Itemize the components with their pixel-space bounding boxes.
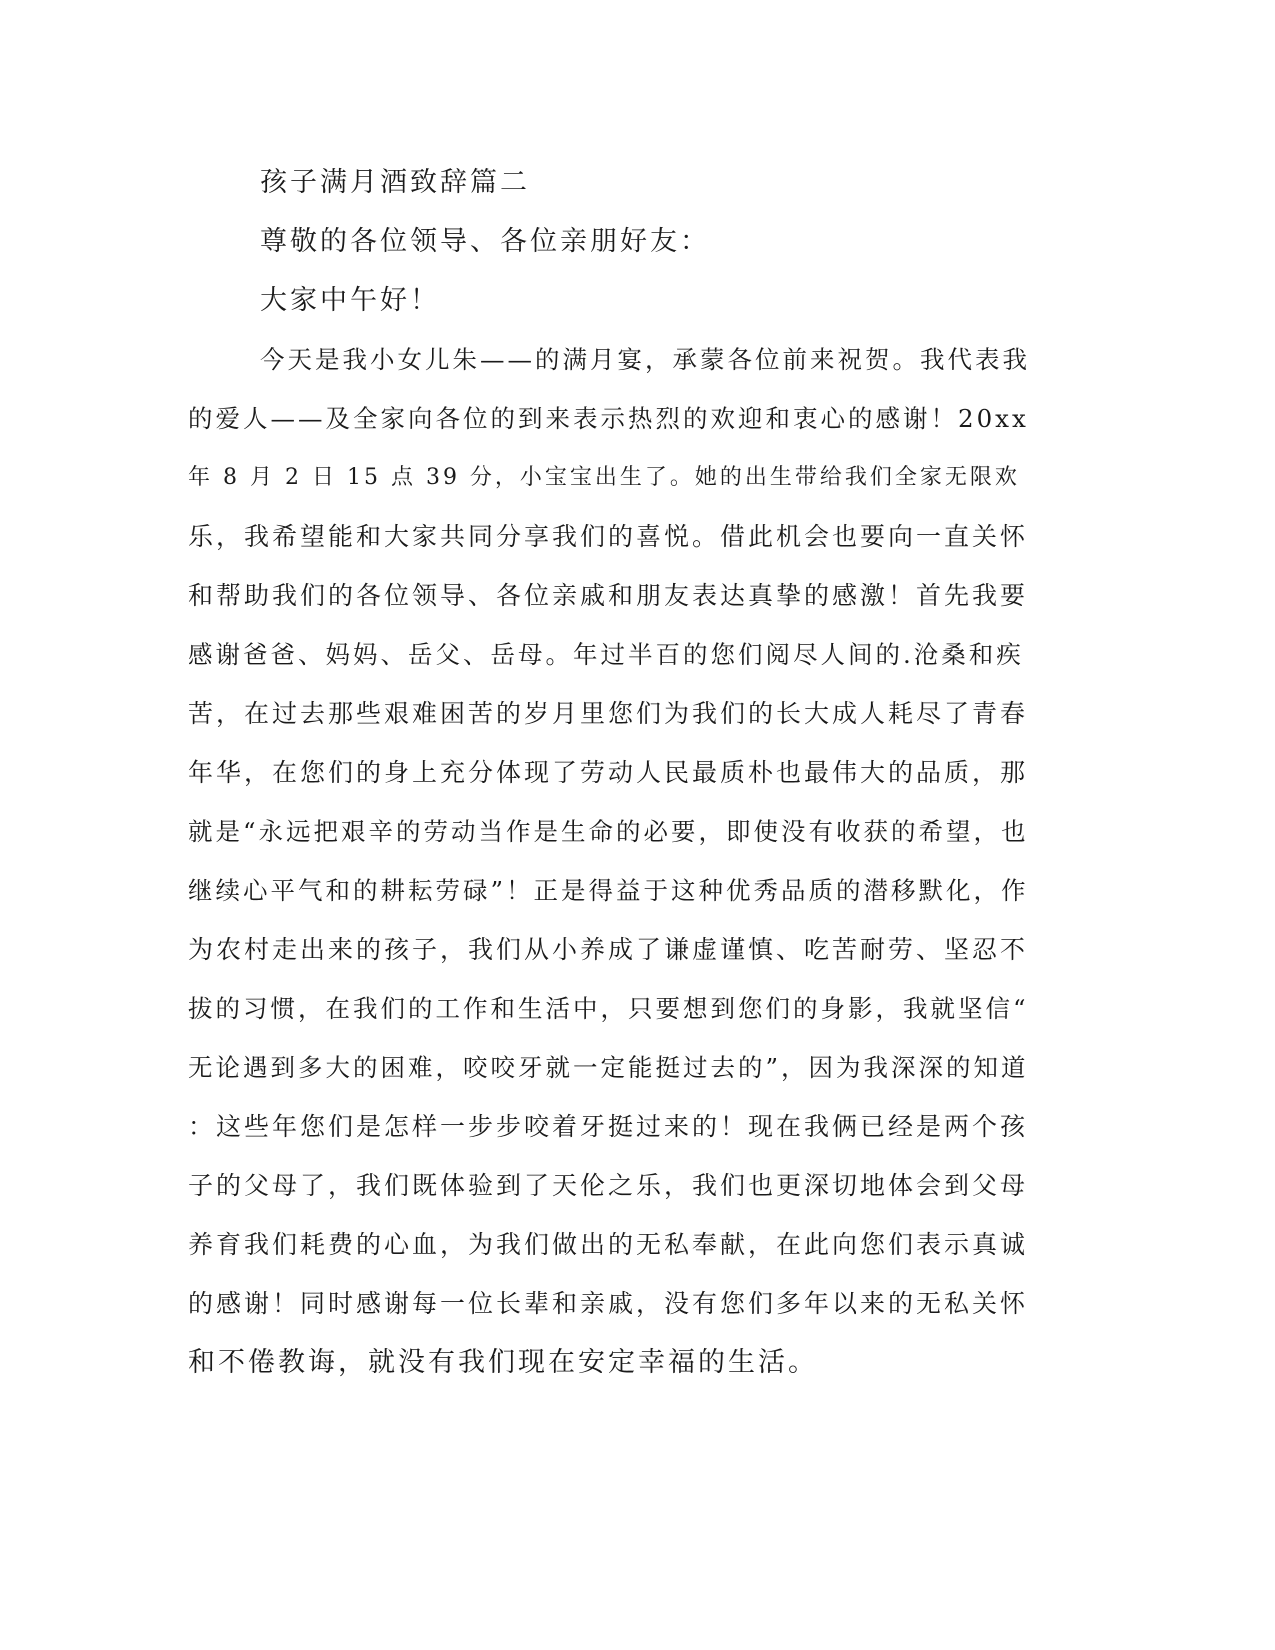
body-line: 年华，在您们的身上充分体现了劳动人民最质朴也最伟大的品质，那 [188,758,1029,787]
body-line: 继续心平气和的耕耘劳碌”！正是得益于这种优秀品质的潜移默化，作 [188,876,1029,905]
body-line: 就是“永远把艰辛的劳动当作是生命的必要，即使没有收获的希望，也 [188,817,1029,846]
body-line: 无论遇到多大的困难，咬咬牙就一定能挺过去的”，因为我深深的知道 [188,1053,1029,1082]
body-line: 养育我们耗费的心血，为我们做出的无私奉献，在此向您们表示真诚 [188,1230,1029,1259]
body-line: 子的父母了，我们既体验到了天伦之乐，我们也更深切地体会到父母 [188,1171,1029,1200]
body-line: 和帮助我们的各位领导、各位亲戚和朋友表达真挚的感激！首先我要 [188,581,1029,610]
body-line: 拔的习惯，在我们的工作和生活中，只要想到您们的身影，我就坚信“ [188,994,1029,1023]
salutation: 尊敬的各位领导、各位亲朋好友： [260,226,710,257]
body-line: 今天是我小女儿朱——的满月宴，承蒙各位前来祝贺。我代表我 [260,345,1030,374]
body-line: 苦，在过去那些艰难困苦的岁月里您们为我们的长大成人耗尽了青春 [188,699,1029,728]
body-line: 乐，我希望能和大家共同分享我们的喜悦。借此机会也要向一直关怀 [188,522,1029,551]
document-title: 孩子满月酒致辞篇二 [260,167,530,198]
body-line: ：这些年您们是怎样一步步咬着牙挺过来的！现在我俩已经是两个孩 [188,1112,1029,1141]
body-line: 年 8 月 2 日 15 点 39 分，小宝宝出生了。她的出生带给我们全家无限欢 [188,465,1020,490]
greeting: 大家中午好！ [260,285,440,316]
body-line: 的感谢！同时感谢每一位长辈和亲戚，没有您们多年以来的无私关怀 [188,1289,1029,1318]
body-line: 感谢爸爸、妈妈、岳父、岳母。年过半百的您们阅尽人间的.沧桑和疾 [188,640,1024,669]
body-line: 为农村走出来的孩子，我们从小养成了谦虚谨慎、吃苦耐劳、坚忍不 [188,935,1029,964]
body-line: 和不倦教诲，就没有我们现在安定幸福的生活。 [188,1347,818,1378]
body-line: 的爱人——及全家向各位的到来表示热烈的欢迎和衷心的感谢！20xx [188,404,1029,433]
